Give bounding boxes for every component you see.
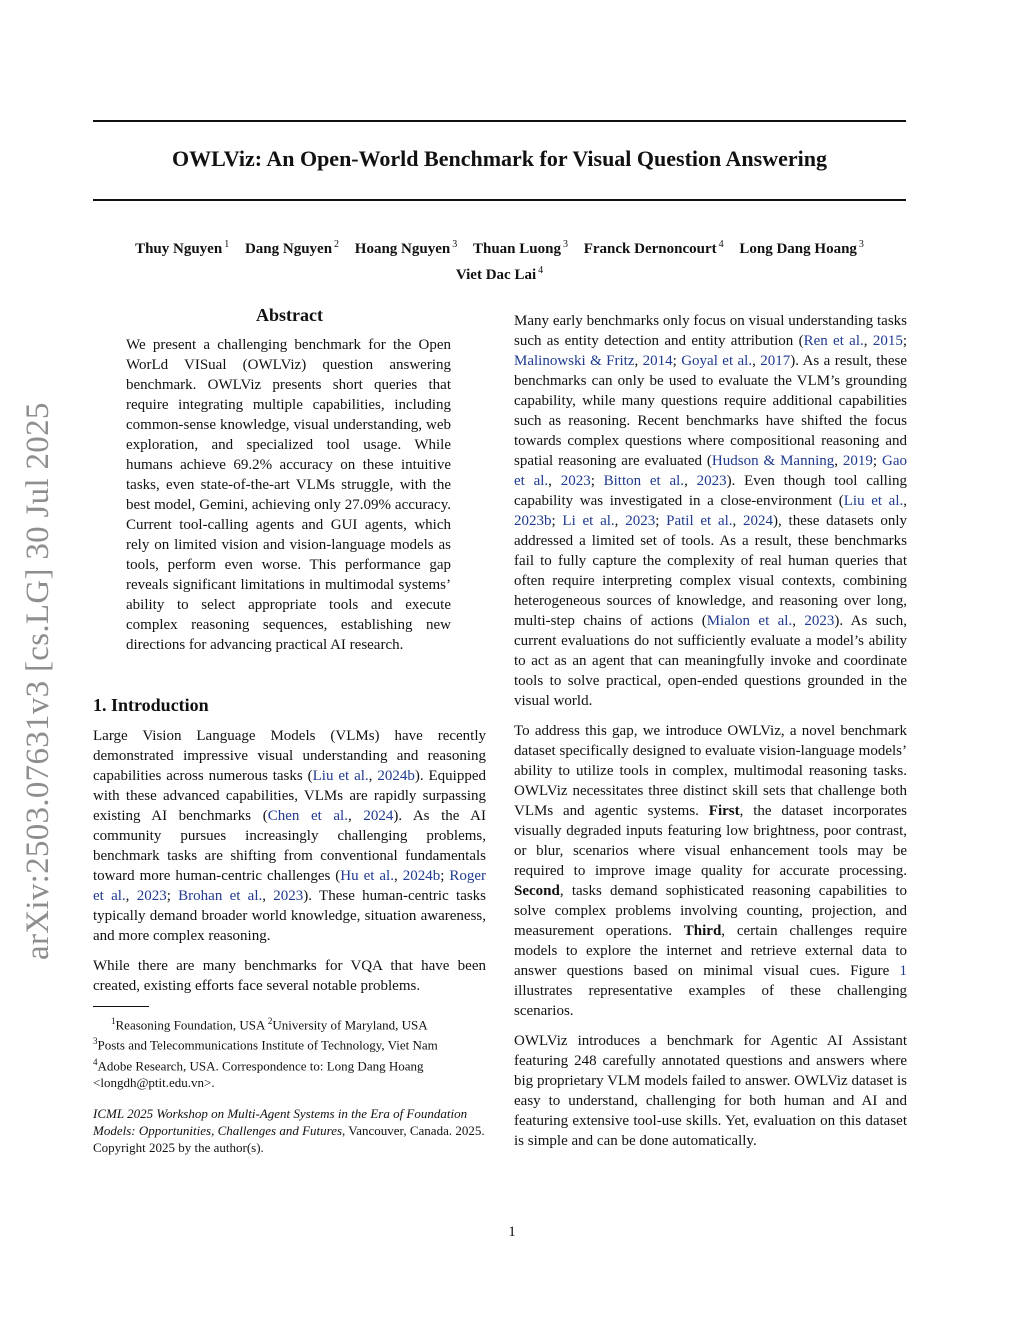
text-run: , [262, 888, 274, 904]
citation-link[interactable]: Li et al. [562, 513, 615, 529]
intro-paragraph-5 [514, 1031, 907, 1151]
citation-link[interactable]: Ren et al. [803, 333, 864, 349]
text-run: , [684, 473, 697, 489]
footnote-line: $^4$Adobe Research, USA. Correspondence to: Long Dang Hoang <longdh@ptit.edu.vn>. [93, 1056, 424, 1090]
text-run: ). As the AI community pursues increasingly challenging problems, benchmark tasks are shifting from conventional fundamentals toward more human-centric challenges ( [93, 808, 487, 884]
citation-link[interactable]: Roger et al. [93, 868, 487, 904]
text-run: , [903, 493, 907, 509]
citation-link[interactable]: 2023 [273, 888, 304, 904]
text-run: ; [166, 888, 179, 904]
intro-paragraph-3 [514, 311, 907, 711]
text-run: , [347, 808, 364, 824]
text-run: ). These human-centric tasks typically demand broader world knowledge, situation awareness, and more complex reasoning. [93, 888, 487, 944]
text-run: , [368, 768, 378, 784]
text-run: , [634, 353, 643, 369]
affiliation-footnotes [93, 1013, 486, 1091]
citation-link[interactable]: 2024b [377, 768, 415, 784]
workshop-note: ICML 2025 Workshop on Multi-Agent Systems in the Era of Foundation Models: Opportunities, Challenges and Futures, Vancouver, Canada. 2025. Copyright 2025 by the author(s). [93, 1105, 485, 1155]
right-column [514, 311, 907, 1161]
text-run: ). Equipped with these advanced capabilities, VLMs are rapidly surpassing existing AI benchmarks ( [93, 768, 486, 824]
text-run: , [834, 453, 843, 469]
intro-paragraph-2 [93, 956, 486, 996]
abstract-text: We present a challenging benchmark for the Open WorLd VISual (OWLViz) question answering benchmark. OWLViz presents short queries that require integrating multiple capabilities, including common-sense knowledge, visual understanding, web exploration, and specialized tool usage. While humans achieve 69.2% accuracy on these intuitive tasks, even state-of-the-art VLMs struggle, with the best model, Gemini, achieving only 27.09% accuracy. Current tool-calling agents and GUI agents, which rely on limited vision and vision-language models as tools, perform even worse. This performance gap reveals significant limitations in multimodal systems’ ability to select appropriate tools and execute complex reasoning sequences, establishing new directions for advancing practical AI research. [126, 337, 451, 653]
citation-link[interactable]: Chen et al. [267, 808, 348, 824]
text-run: ; [655, 513, 667, 529]
author: Long Dang Hoang $^3$ [739, 239, 864, 257]
text-run: ; [872, 453, 883, 469]
arxiv-identifier: arXiv:2503.07631v3 [cs.LG] 30 Jul 2025 [20, 402, 56, 960]
citation-link[interactable]: 2023 [560, 473, 591, 489]
intro-paragraph-4 [514, 721, 907, 1021]
text-run: , [393, 868, 403, 884]
footnote-divider [93, 1006, 149, 1007]
left-column [93, 305, 486, 1156]
text-run: , the dataset incorporates visually degraded inputs featuring low brightness, poor contrast, or blur, scenarios where visual enhancement tools may be required to improve image quality for accurate processing. [514, 803, 908, 879]
citation-link[interactable]: Brohan et al. [178, 888, 263, 904]
footnote-line: $^3$Posts and Telecommunications Institute of Technology, Viet Nam [93, 1036, 438, 1053]
text-run: ; [440, 868, 450, 884]
author: Viet Dac Lai $^4$ [455, 265, 544, 283]
author: Franck Dernoncourt $^4$ [583, 239, 724, 257]
text-run: , [752, 353, 761, 369]
text-run: , [863, 333, 873, 349]
citation-link[interactable]: Bitton et al. [603, 473, 685, 489]
text-run: ; [902, 333, 907, 349]
citation-link[interactable]: Gao et al. [514, 453, 908, 489]
citation-link[interactable]: Liu et al. [843, 493, 904, 509]
emphasis-text: Second [514, 883, 560, 899]
title-rule-top [93, 120, 906, 122]
citation-link[interactable]: 2023 [136, 888, 167, 904]
author: Hoang Nguyen $^3$ [354, 239, 458, 257]
text-run: ; [672, 353, 682, 369]
text-run: Many early benchmarks only focus on visual understanding tasks such as entity detection and entity attribution ( [514, 313, 907, 349]
citation-link[interactable]: Hu et al. [340, 868, 394, 884]
author-list [93, 234, 906, 286]
citation-link[interactable]: 2015 [872, 333, 903, 349]
author: Dang Nguyen $^2$ [244, 239, 340, 257]
text-run: OWLViz introduces a benchmark for Agentic AI Assistant featuring 248 carefully annotated questions and answers where big proprietary VLM models failed to answer. OWLViz dataset is easy to understand, challenging for both human and AI and featuring extensive tool-use skills. Yet, evaluation on this dataset is simple and can be done automatically. [514, 1033, 907, 1149]
citation-link[interactable]: 2023 [625, 513, 656, 529]
citation-link[interactable]: 2019 [842, 453, 873, 469]
intro-paragraph-1 [93, 726, 486, 946]
citation-link[interactable]: Patil et al. [666, 513, 733, 529]
text-run: ). Even though tool calling capability was investigated in a close-environment ( [514, 473, 908, 509]
citation-link[interactable]: 2024b [402, 868, 441, 884]
citation-link[interactable]: 2023 [696, 473, 727, 489]
title-rule-bottom [93, 199, 906, 201]
citation-link[interactable]: 2024 [743, 513, 774, 529]
citation-link[interactable]: Malinowski & Fritz [514, 353, 635, 369]
text-run: , [125, 888, 137, 904]
citation-link[interactable]: 2014 [642, 353, 673, 369]
citation-link[interactable]: Mialon et al. [706, 613, 793, 629]
citation-link[interactable]: 2017 [760, 353, 791, 369]
abstract-heading: Abstract [256, 305, 323, 325]
text-run: ). As a result, these benchmarks can only be used to evaluate the VLM’s grounding capability, while many questions require additional capabilities such as reasoning. Recent benchmarks have shifted the focus towards complex questions where compositional reasoning and spatial reasoning are evaluated ( [514, 353, 908, 469]
text-run: illustrates representative examples of these challenging scenarios. [514, 983, 907, 1019]
text-run: ; [590, 473, 604, 489]
text-run: , [792, 613, 805, 629]
citation-link[interactable]: 2023b [514, 513, 552, 529]
page-number: 1 [508, 1224, 516, 1240]
paper-title: OWLViz: An Open-World Benchmark for Visual Question Answering [172, 146, 827, 171]
text-run: While there are many benchmarks for VQA that have been created, existing efforts face several notable problems. [93, 958, 486, 994]
text-run: ; [551, 513, 563, 529]
emphasis-text: Third [683, 923, 722, 939]
text-run: , certain challenges require models to explore the internet and retrieve external data to answer questions based on minimal visual cues. Figure [514, 923, 907, 979]
citation-link[interactable]: 2023 [804, 613, 835, 629]
author: Thuy Nguyen $^1$ [135, 239, 230, 257]
emphasis-text: First [708, 803, 740, 819]
text-run: , tasks demand sophisticated reasoning capabilities to solve complex problems involving counting, projection, and measurement operations. [514, 883, 907, 939]
text-run: , [614, 513, 626, 529]
citation-link[interactable]: Hudson & Manning [711, 453, 835, 469]
citation-link[interactable]: 2024 [363, 808, 394, 824]
text-run: , [548, 473, 561, 489]
citation-link[interactable]: Liu et al. [312, 768, 369, 784]
citation-link[interactable]: Goyal et al. [681, 353, 753, 369]
footnote-line: $^1$Reasoning Foundation, USA $^2$University of Maryland, USA [111, 1016, 428, 1033]
text-run: ), these datasets only addressed a limited set of tools. As a result, these benchmarks fail to fully capture the complexity of real human queries that often require interpreting complex visual contexts, combining heterogeneous sources of knowledge, and reasoning over long, multi-step chains of actions ( [514, 513, 908, 629]
author: Thuan Luong $^3$ [472, 239, 568, 257]
text-run: Large Vision Language Models (VLMs) have recently demonstrated impressive visual understanding and reasoning capabilities across numerous tasks ( [93, 728, 486, 784]
text-run: ). As such, current evaluations do not sufficiently evaluate a model’s ability to act as an agent that can meaningfully invoke and coordinate tools to solve practical, open-ended questions grounded in the visual world. [514, 613, 907, 709]
citation-link[interactable]: 1 [899, 963, 907, 979]
text-run: To address this gap, we introduce OWLViz, a novel benchmark dataset specifically designed to evaluate vision-language models’ ability to utilize tools in complex, multimodal reasoning tasks. OWLViz necessitates three distinct skill sets that challenge both VLMs and agentic systems. [514, 723, 907, 819]
text-run: , [732, 513, 744, 529]
section-heading-introduction: 1. Introduction [93, 695, 209, 715]
